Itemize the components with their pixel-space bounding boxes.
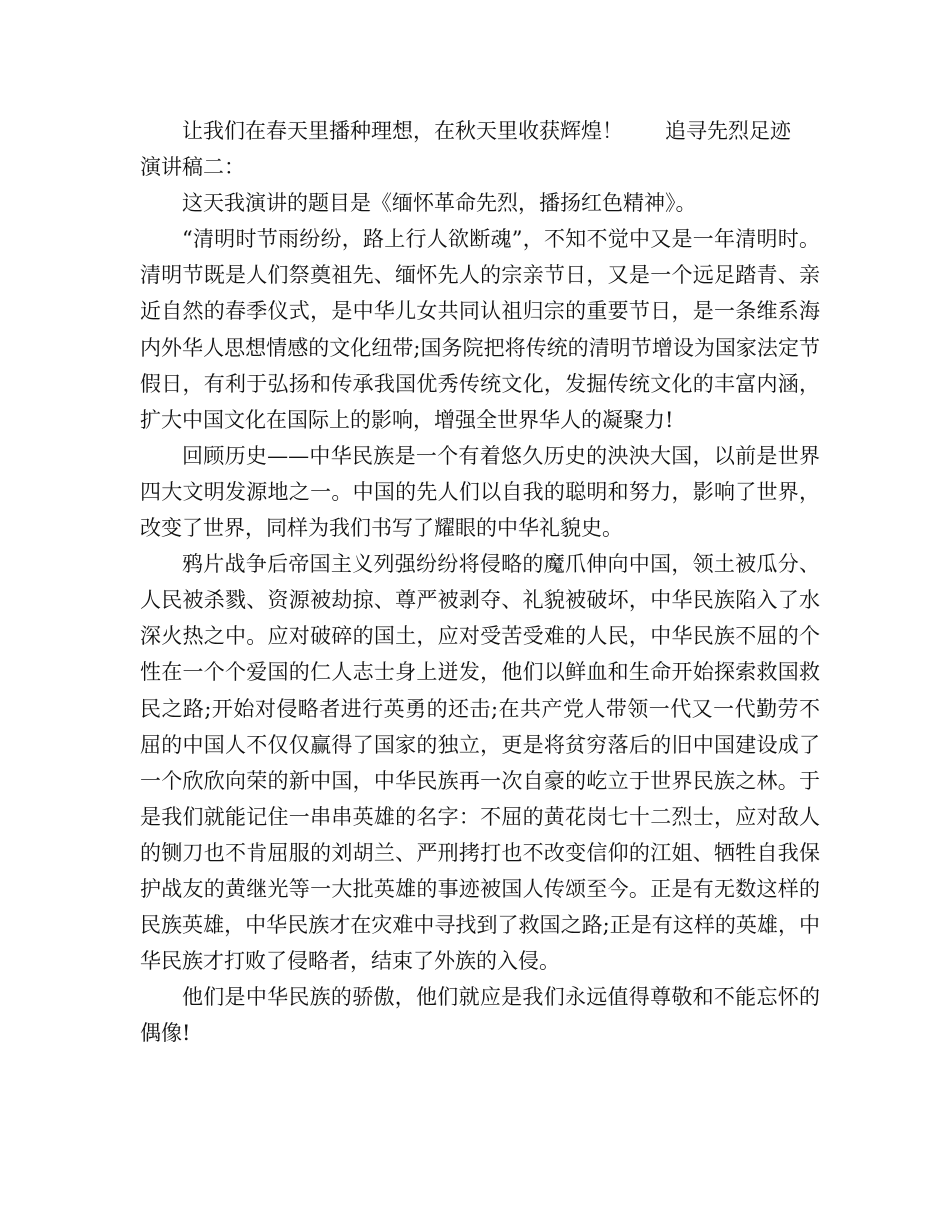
closing-line — [140, 113, 820, 149]
paragraph-history: 回顾历史——中华民族是一个有着悠久历史的泱泱大国，以前是世界四大文明发源地之一。中国的先人们以自我的聪明和努力，影响了世界，改变了世界，同样为我们书写了耀眼的中华礼貌史。 — [140, 443, 820, 541]
next-title: 追寻先烈足迹 — [665, 119, 791, 143]
document-body — [140, 113, 820, 1051]
paragraph-topic: 这天我演讲的题目是《缅怀革命先烈，播扬红色精神》。 — [182, 191, 697, 216]
speech-heading: 演讲稿二： — [140, 155, 245, 180]
paragraph-qingming: “清明时节雨纷纷，路上行人欲断魂”，不知不觉中又是一年清明时。清明节既是人们祭奠祖先、缅怀先人的宗亲节日，又是一个远足踏青、亲近自然的春季仪式，是中华儿女共同认祖归宗的重要节日，是一条维系海内外华人思想情感的文化纽带;国务院把将传统的清明节增设为国家法定节假日，有利于弘扬和传承我国优秀传统文化，发掘传统文化的丰富内涵，扩大中国文化在国际上的影响，增强全世界华人的凝聚力! — [140, 227, 820, 432]
paragraph-heroes: 鸦片战争后帝国主义列强纷纷将侵略的魔爪伸向中国，领土被瓜分、人民被杀戮、资源被劫掠、尊严被剥夺、礼貌被破坏，中华民族陷入了水深火热之中。应对破碎的国土，应对受苦受难的人民，中华民族不屈的个性在一个个爱国的仁人志士身上迸发，他们以鲜血和生命开始探索救国救民之路;开始对侵略者进行英勇的还击;在共产党人带领一代又一代勤劳不屈的中国人不仅仅赢得了国家的独立，更是将贫穷落后的旧中国建设成了一个欣欣向荣的新中国，中华民族再一次自豪的屹立于世界民族之林。于是我们就能记住一串串英雄的名字：不屈的黄花岗七十二烈士，应对敌人的铡刀也不肯屈服的刘胡兰、严刑拷打也不改变信仰的江姐、牺牲自我保护战友的黄继光等一大批英雄的事迹被国人传颂至今。正是有无数这样的民族英雄，中华民族才在灾难中寻找到了救国之路;正是有这样的英雄，中华民族才打败了侵略者，结束了外族的入侵。 — [140, 552, 820, 974]
paragraph-conclusion: 他们是中华民族的骄傲，他们就应是我们永远值得尊敬和不能忘怀的偶像! — [140, 985, 820, 1046]
closing-sentence: 让我们在春天里播种理想，在秋天里收获辉煌！ — [182, 119, 623, 143]
